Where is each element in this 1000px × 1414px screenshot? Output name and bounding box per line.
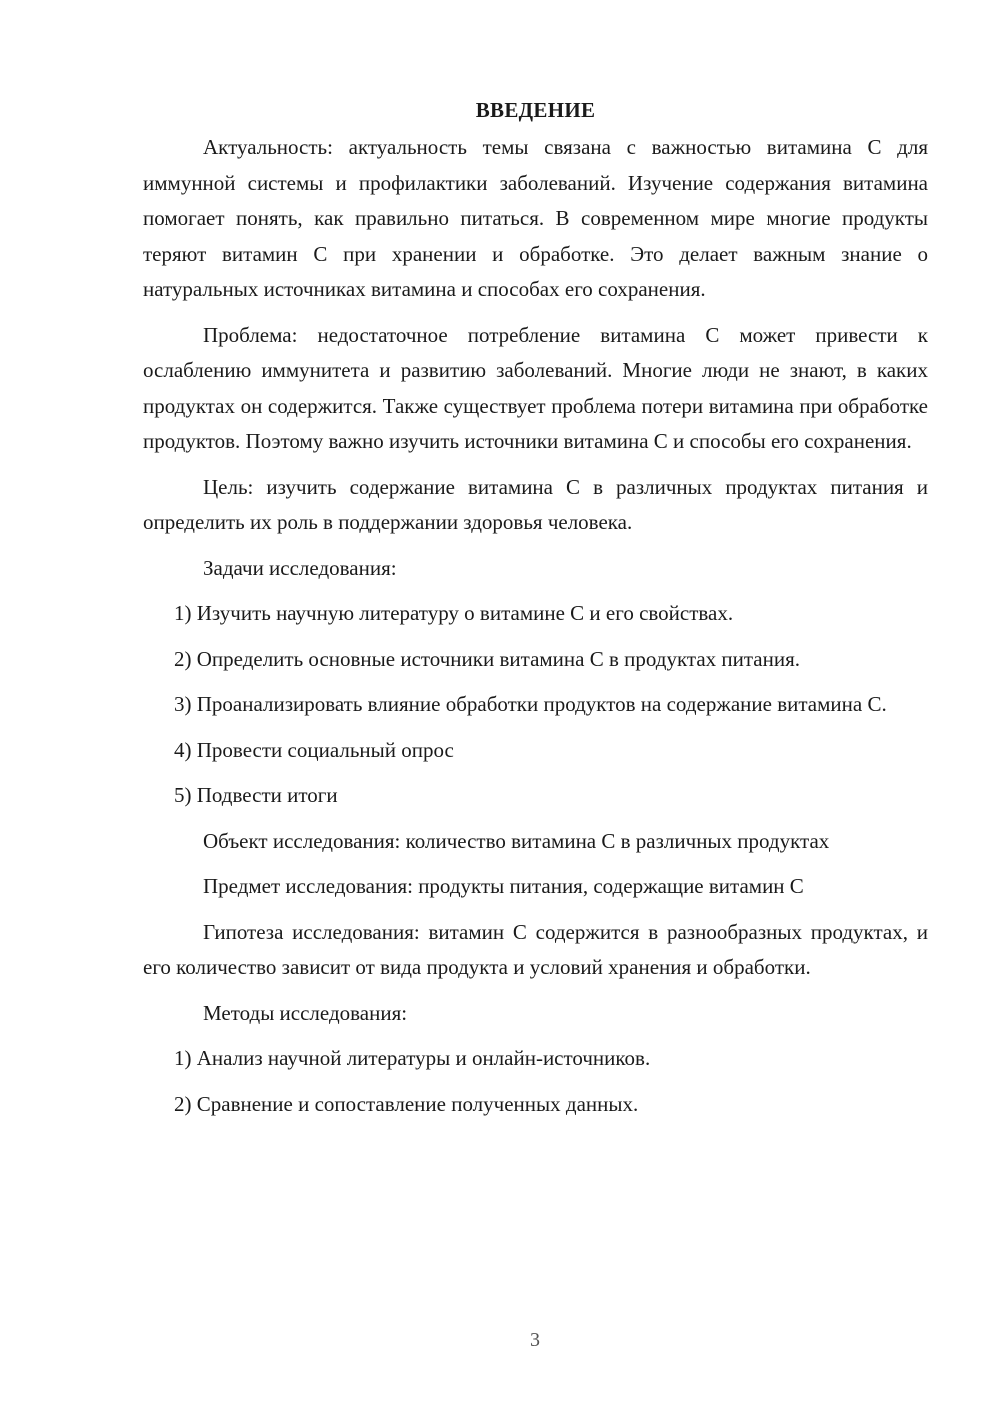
task-item: 1) Изучить научную литературу о витамине С и его свойствах. (174, 601, 734, 625)
page-title: ВВЕДЕНИЕ (475, 98, 596, 122)
tasks-heading: Задачи исследования: (203, 555, 397, 580)
methods-heading: Методы исследования: (203, 1000, 408, 1025)
task-item: 4) Провести социальный опрос (174, 737, 454, 762)
method-item: 1) Анализ научной литературы и онлайн-источников. (174, 1046, 651, 1070)
goal-paragraph: Цель: изучить содержание витамина С в различных продуктах питания и определить их роль в поддержании здоровья человека. (143, 474, 928, 534)
problem-paragraph: Проблема: недостаточное потребление витамина С может привести к ослаблению иммунитета и развитию заболеваний. Многие люди не знают, в каких продуктах он содержится. Также существует проблема потери витамина при обработке продуктов. Поэтому важно изучить источники витамина С и способы его сохранения. (143, 322, 928, 453)
task-item: 5) Подвести итоги (174, 783, 338, 807)
task-item: 3) Проанализировать влияние обработки продуктов на содержание витамина С. (174, 692, 887, 716)
hypothesis-paragraph: Гипотеза исследования: витамин С содержится в разнообразных продуктах, и его количество зависит от вида продукта и условий хранения и обработки. (143, 919, 928, 979)
relevance-paragraph: Актуальность: актуальность темы связана с важностью витамина С для иммунной системы и профилактики заболеваний. Изучение содержания витамина помогает понять, как правильно питаться. В современном мире многие продукты теряют витамин С при хранении и обработке. Это делает важным знание о натуральных источниках витамина и способах его сохранения. (143, 135, 928, 301)
task-item: 2) Определить основные источники витамина С в продуктах питания. (174, 646, 801, 671)
page-number: 3 (530, 1329, 540, 1351)
method-item: 2) Сравнение и сопоставление полученных данных. (174, 1091, 639, 1116)
object-paragraph: Объект исследования: количество витамина С в различных продуктах (203, 828, 830, 853)
document-page (143, 92, 928, 1132)
subject-paragraph: Предмет исследования: продукты питания, содержащие витамин С (203, 874, 804, 898)
